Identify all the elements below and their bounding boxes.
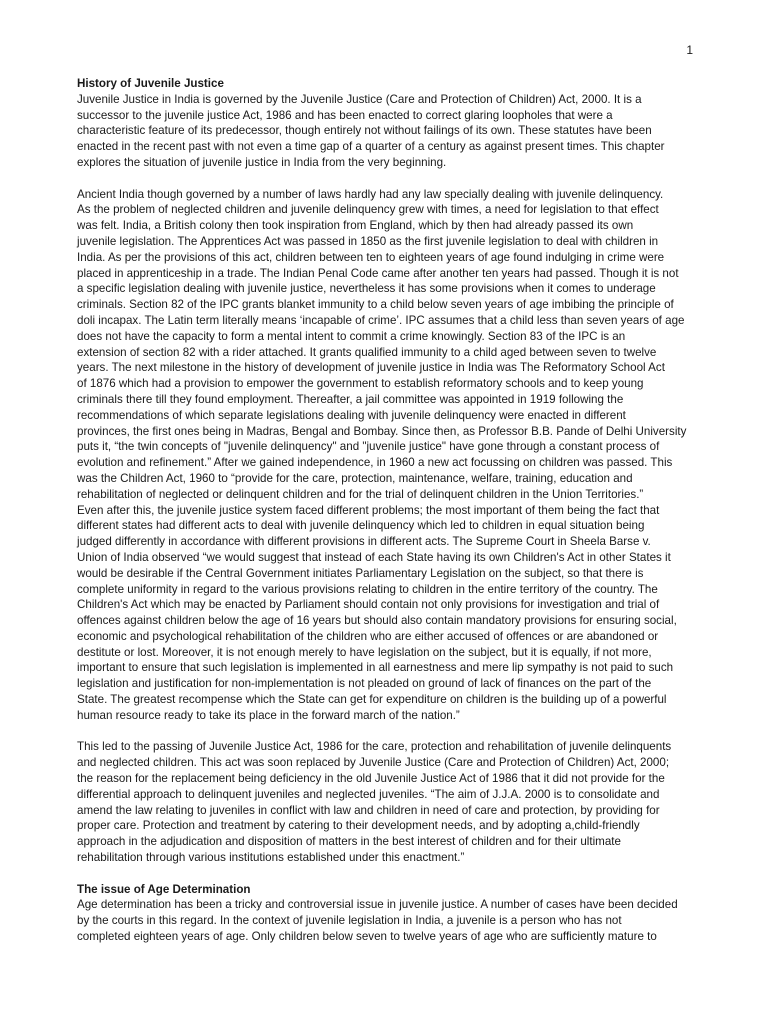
text-line: Age determination has been a tricky and controversial issue in juvenile justice. A number of cases have been decided — [77, 898, 678, 912]
paragraph-age-determination — [77, 897, 695, 944]
text-line: of 1876 which had a provision to empower the government to establish reformatory schools and to keep young — [77, 377, 644, 391]
text-line: juvenile legislation. The Apprentices Act was passed in 1850 as the first juvenile legislation to deal with children in — [77, 234, 659, 248]
section-heading-age-determination: The issue of Age Determination — [77, 882, 251, 896]
text-line: human resource ready to take its place in the forward march of the nation.” — [77, 708, 460, 722]
text-line: important to ensure that such legislation is implemented in all earnestness and mere lip sympathy is not paid to such — [77, 661, 674, 675]
text-line: different states had different acts to deal with juvenile delinquency which led to children in equal situation being — [77, 519, 645, 533]
text-line: would be desirable if the Central Government initiates Parliamentary Legislation on the subject, so that there is — [77, 566, 644, 580]
page-number: 1 — [686, 43, 693, 57]
text-line: successor to the juvenile justice Act, 1986 and has been enacted to correct glaring loopholes that were a — [77, 108, 613, 122]
text-line: Children's Act which may be enacted by Parliament should contain not only provisions for investigation and trial of — [77, 598, 660, 612]
text-line: judged differently in accordance with different provisions in different acts. The Supreme Court in Sheela Barse v. — [77, 535, 651, 549]
section-heading-history: History of Juvenile Justice — [77, 77, 224, 90]
text-line: proper care. Protection and treatment by catering to their development needs, and by adopting a,child-friendly — [77, 819, 640, 833]
text-line: the reason for the replacement being deficiency in the old Juvenile Justice Act of 1986 that it did not provide for the — [77, 772, 665, 786]
text-line: amend the law relating to juveniles in conflict with law and children in need of care and protection, by providing for — [77, 803, 660, 817]
text-line: economic and psychological rehabilitation of the children who are either accused of offences or are abandoned or — [77, 629, 659, 643]
text-line: puts it, “the twin concepts of "juvenile delinquency" and "juvenile justice" have gone through a constant process of — [77, 440, 660, 454]
text-line: a specific legislation dealing with juvenile justice, nevertheless it has some provisions when it comes to underage — [77, 282, 656, 296]
text-line: enacted in the recent past with not even a time gap of a quarter of a century as against present times. This chapter — [77, 140, 665, 154]
paragraph-jja-1986 — [77, 739, 695, 865]
text-line: rehabilitation through various institutions established under this enactment.” — [77, 851, 465, 865]
text-line: recommendations of which separate legislations dealing with juvenile delinquency were enacted in different — [77, 408, 626, 422]
document-body — [77, 76, 695, 945]
text-line: approach in the adjudication and disposition of matters in the best interest of children and for their ultimate — [77, 835, 621, 849]
text-line: complete uniformity in regard to the various provisions relating to children in the entire territory of the country. The — [77, 582, 658, 596]
text-line: years. The next milestone in the history of development of juvenile justice in India was The Reformatory School Act — [77, 361, 665, 375]
text-line: placed in apprenticeship in a trade. The Indian Penal Code came after another ten years had passed. Though it is not — [77, 266, 679, 280]
text-line: This led to the passing of Juvenile Justice Act, 1986 for the care, protection and rehabilitation of juvenile delinquents — [77, 740, 672, 754]
text-line: does not have the capacity to form a mental intent to commit a crime knowingly. Section 83 of the IPC is an — [77, 329, 626, 343]
text-line: extension of section 82 with a rider attached. It grants qualified immunity to a child aged between seven to twelve — [77, 345, 657, 359]
text-line: legislation and justification for non-implementation is not pleaded on ground of lack of finances on the part of the — [77, 677, 652, 691]
text-line: offences against children below the age of 16 years but should also contain mandatory provisions for ensuring social, — [77, 614, 677, 628]
text-line: provinces, the first ones being in Madras, Bengal and Bombay. Since then, as Professor B.B. Pande of Delhi University — [77, 424, 687, 438]
paragraph-ancient-india — [77, 187, 695, 724]
text-line: completed eighteen years of age. Only children below seven to twelve years of age who are sufficiently mature to — [77, 930, 657, 944]
text-line: by the courts in this regard. In the context of juvenile legislation in India, a juvenile is a person who has not — [77, 914, 622, 928]
text-line: was the Children Act, 1960 to “provide for the care, protection, maintenance, welfare, training, education and — [77, 471, 633, 485]
text-line: destitute or lost. Moreover, it is not enough merely to have legislation on the subject, but it is equally, if not more, — [77, 645, 652, 659]
paragraph-intro — [77, 92, 695, 171]
text-line: criminals. Section 82 of the IPC grants blanket immunity to a child below seven years of age imbibing the principle of — [77, 298, 674, 312]
text-line: Ancient India though governed by a number of laws hardly had any law specially dealing with juvenile delinquency. — [77, 187, 664, 201]
text-line: State. The greatest recompense which the State can get for expenditure on children is the building up of a powerful — [77, 693, 667, 707]
text-line: evolution and refinement.” After we gained independence, in 1960 a new act focussing on children was passed. This — [77, 456, 673, 470]
text-line: differential approach to delinquent juveniles and neglected juveniles. “The aim of J.J.A. 2000 is to consolidate and — [77, 787, 660, 801]
text-line: India. As per the provisions of this act, children between ten to eighteen years of age found indulging in crime were — [77, 250, 665, 264]
text-line: doli incapax. The Latin term literally means ‘incapable of crime’. IPC assumes that a child less than seven years of age — [77, 313, 685, 327]
text-line: explores the situation of juvenile justice in India from the very beginning. — [77, 155, 447, 169]
text-line: was felt. India, a British colony then took inspiration from England, which by then had already passed its own — [77, 219, 634, 233]
text-line: and neglected children. This act was soon replaced by Juvenile Justice (Care and Protection of Children) Act, 2000; — [77, 756, 670, 770]
text-line: criminals there till they found employment. Thereafter, a jail committee was appointed in 1919 following the — [77, 392, 624, 406]
text-line: rehabilitation of neglected or delinquent children and for the trial of delinquent children in the Union Territories.” — [77, 487, 644, 501]
text-line: Even after this, the juvenile justice system faced different problems; the most important of them being the fact that — [77, 503, 660, 517]
text-line: Juvenile Justice in India is governed by the Juvenile Justice (Care and Protection of Children) Act, 2000. It is a — [77, 92, 642, 106]
text-line: As the problem of neglected children and juvenile delinquency grew with times, a need for legislation to that effect — [77, 203, 659, 217]
text-line: Union of India observed “we would suggest that instead of each State having its own Children's Act in other States it — [77, 550, 671, 564]
text-line: characteristic feature of its predecessor, though entirely not without failings of its own. These statutes have been — [77, 124, 652, 138]
